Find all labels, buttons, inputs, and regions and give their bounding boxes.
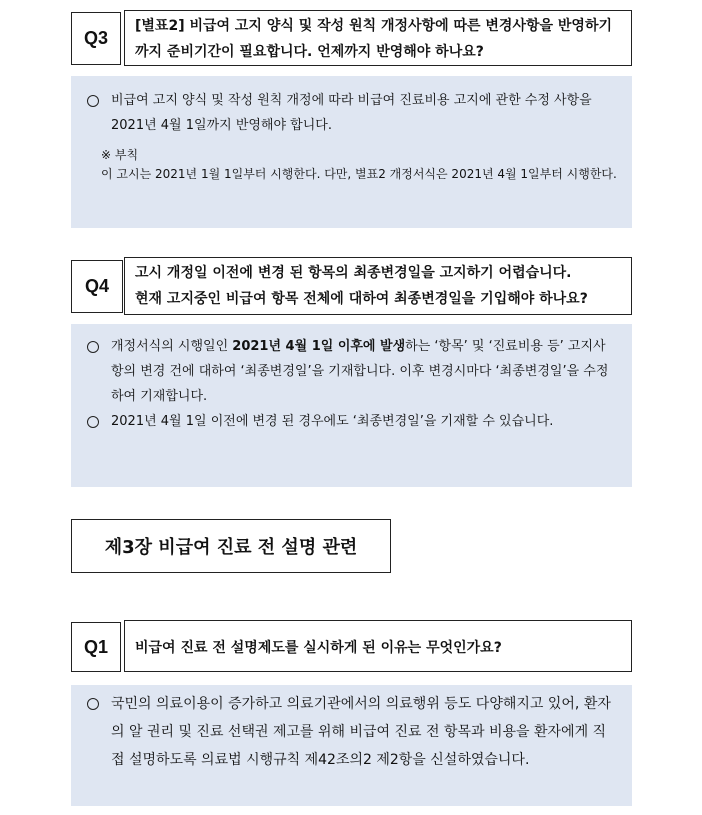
bullet-circle-icon	[87, 95, 99, 107]
q1-answer-item	[71, 690, 632, 774]
q3-answer-item	[71, 88, 632, 138]
q4-label	[71, 260, 123, 313]
q3-answer-text: 비급여 고지 양식 및 작성 원칙 개정에 따라 비급여 진료비용 고지에 관한 수정 사항을 2021년 4월 1일까지 반영해야 합니다.	[111, 93, 592, 133]
bullet-circle-icon	[87, 698, 99, 710]
q4-question-line1: 고시 개정일 이전에 변경 된 항목의 최종변경일을 고지하기 어렵습니다.	[135, 265, 572, 281]
q3-answer-box	[71, 76, 632, 228]
q4-answer1-post: 하는 ‘항목’ 및 ‘진료비용 등’ 고지사항의 변경 건에 대하여 ‘최종변경일’을 기재합니다. 이후 변경시마다 ‘최종변경일’을 수정하여 기재합니다.	[111, 339, 609, 404]
q4-answer-item-2	[71, 409, 632, 434]
q1-question-box	[124, 620, 632, 672]
q3-note-mark: ※ 부칙	[101, 148, 139, 162]
chapter-title-box	[71, 519, 391, 573]
q3-question-text: [별표2] 비급여 고지 양식 및 작성 원칙 개정사항에 따른 변경사항을 반영하기까지 준비기간이 필요합니다. 언제까지 반영해야 하나요?	[135, 18, 612, 60]
q3-label	[71, 12, 121, 65]
q4-answer2-text: 2021년 4월 1일 이전에 변경 된 경우에도 ‘최종변경일’을 기재할 수 있습니다.	[111, 414, 554, 429]
q1-label-text: Q1	[83, 636, 108, 657]
q1-label	[71, 622, 121, 672]
q1-answer-box	[71, 685, 632, 806]
q4-question-line2: 현재 고지중인 비급여 항목 전체에 대하여 최종변경일을 기입해야 하나요?	[135, 291, 588, 307]
q4-label-text: Q4	[84, 276, 109, 296]
bullet-circle-icon	[87, 341, 99, 353]
q3-note-text: 이 고시는 2021년 1월 1일부터 시행한다. 다만, 별표2 개정서식은 2021년 4월 1일부터 시행한다.	[101, 167, 617, 181]
q1-question-text: 비급여 진료 전 설명제도를 실시하게 된 이유는 무엇인가요?	[135, 640, 502, 656]
q4-answer1-pre: 개정서식의 시행일인	[111, 339, 233, 354]
chapter-title: 제3장 비급여 진료 전 설명 관련	[104, 537, 358, 558]
q4-question-box	[124, 257, 632, 315]
q4-answer1-bold: 2021년 4월 1일 이후에 발생	[232, 339, 406, 354]
q4-answer-item-1	[71, 334, 632, 409]
q1-answer-text: 국민의 의료이용이 증가하고 의료기관에서의 의료행위 등도 다양해지고 있어, 환자의 알 권리 및 진료 선택권 제고를 위해 비급여 진료 전 항목과 비용을 환자에게 직접 설명하도록 의료법 시행규칙 제42조의2 제2항을 신설하였습니다.	[111, 696, 611, 768]
bullet-circle-icon	[87, 416, 99, 428]
q3-question-box	[124, 10, 632, 66]
q4-answer-box	[71, 324, 632, 487]
q3-label-text: Q3	[83, 28, 108, 48]
